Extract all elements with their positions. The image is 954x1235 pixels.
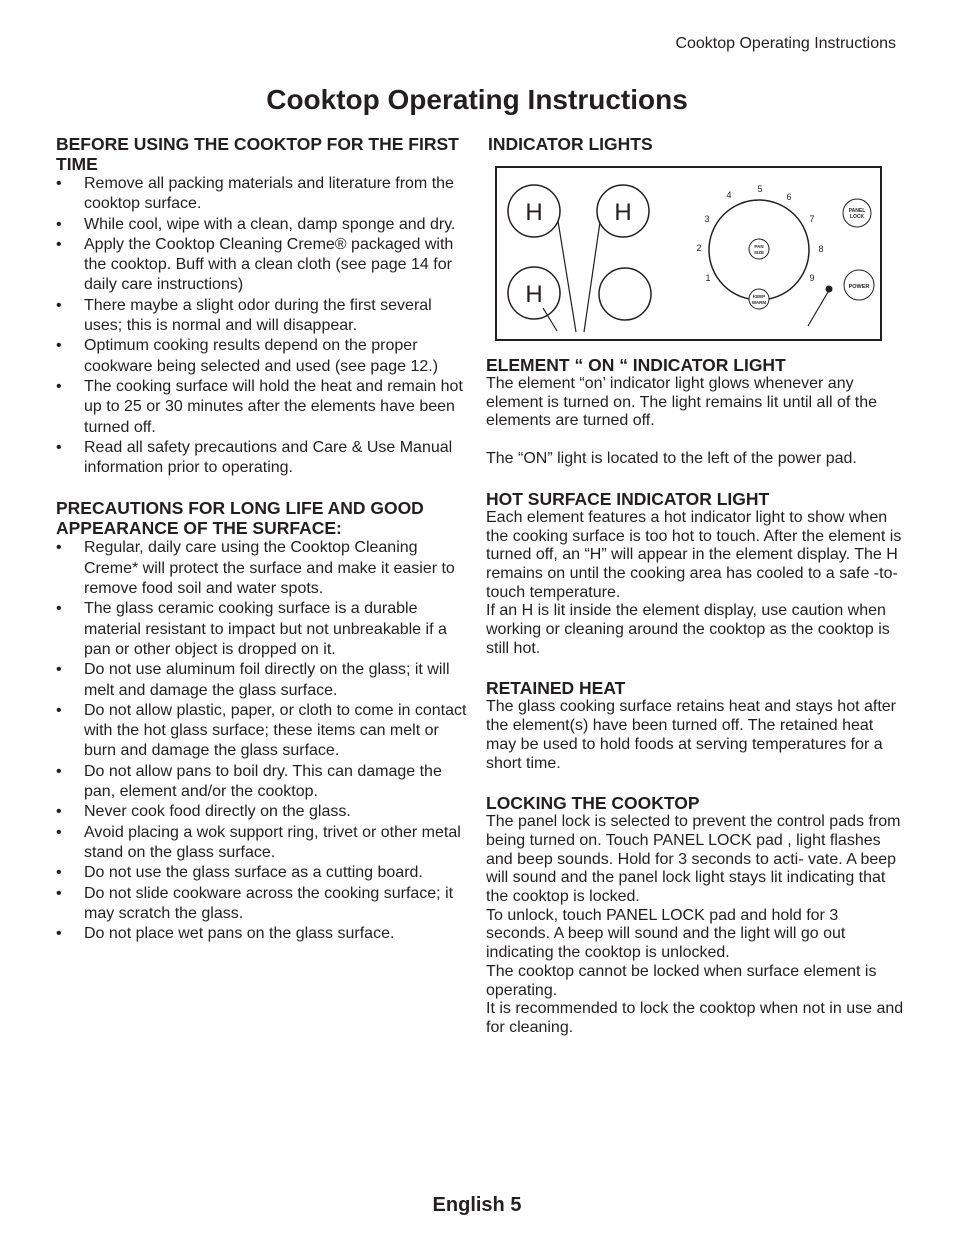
running-header: Cooktop Operating Instructions — [675, 35, 896, 52]
pointer-line — [543, 308, 557, 331]
paragraph: The glass cooking surface retains heat and stays hot after the element(s) have been turned off. The retained heat may be used to hold foods at serving temperatures for a short time. — [486, 698, 897, 772]
dial-number: 9 — [809, 273, 815, 283]
paragraph: The cooktop cannot be locked when surface element is operating. — [486, 962, 877, 999]
dial-number: 5 — [757, 184, 763, 194]
list-item: • Do not allow plastic, paper, or cloth to come in contact with the hot glass surface; these items can melt or burn and damage the glass surface. — [56, 701, 471, 762]
section-heading-element-on: ELEMENT “ ON “ INDICATOR LIGHT — [486, 355, 786, 375]
section-heading-indicator-lights: INDICATOR LIGHTS — [488, 134, 653, 154]
paragraph: Each element features a hot indicator light to show when the cooking surface is too hot to touch. After the element is turned off, an “H” will appear in the element display. The H remains on until the cooking area has cooled to a safe -to-touch temperature. — [486, 508, 902, 601]
list-item: • Remove all packing materials and literature from the cooktop surface. — [56, 174, 471, 215]
section-heading-locking: LOCKING THE COOKTOP — [486, 793, 700, 814]
pan-size-label: SIZE — [753, 250, 765, 255]
paragraph: If an H is lit inside the element display, use caution when working or cleaning around the cooktop as the cooktop is still hot. — [486, 602, 890, 657]
hot-indicator-h: H — [525, 281, 543, 308]
dial-number: 2 — [696, 243, 702, 253]
section-heading-precautions: PRECAUTIONS FOR LONG LIFE AND GOOD APPEARANCE OF THE SURFACE: — [56, 498, 424, 539]
element-on-light — [826, 286, 833, 293]
dial-number: 1 — [705, 273, 711, 283]
dial-number: 6 — [786, 192, 792, 202]
list-item: • Apply the Cooktop Cleaning Creme® packaged with the cooktop. Buff with a clean cloth (see page 14 for daily care instructions) — [56, 235, 471, 296]
element-display-off — [599, 268, 651, 320]
list-item: • The glass ceramic cooking surface is a durable material resistant to impact but not unbreakable if a pan or other object is dropped on it. — [56, 599, 471, 660]
paragraph: It is recommended to lock the cooktop when not in use and for cleaning. — [486, 1000, 904, 1036]
panel-lock-label: PANEL — [848, 208, 866, 214]
before-first-use-list — [56, 174, 471, 478]
keep-warm-pad — [749, 289, 769, 309]
power-label: POWER — [848, 284, 870, 290]
pan-size-pad — [749, 239, 769, 259]
hot-indicator-h: H — [614, 199, 632, 226]
list-item: • Do not use the glass surface as a cutting board. — [56, 863, 471, 883]
list-item: • Do not use aluminum foil directly on the glass; it will melt and damage the glass surface. — [56, 660, 471, 701]
dial-number: 4 — [726, 190, 732, 200]
pointer-line — [584, 222, 600, 332]
right-column — [486, 134, 906, 1038]
precautions-list — [56, 538, 471, 944]
section-heading-hot-surface: HOT SURFACE INDICATOR LIGHT — [486, 488, 770, 509]
list-item: • Avoid placing a wok support ring, trivet or other metal stand on the glass surface. — [56, 823, 471, 864]
list-item: • While cool, wipe with a clean, damp sponge and dry. — [56, 215, 471, 235]
left-column — [56, 134, 471, 944]
pointer-line — [558, 221, 576, 332]
paragraph: The panel lock is selected to prevent the control pads from being turned on. Touch PANEL LOCK pad , light flashes and beep sounds. Hold for 3 seconds to acti- vate. A beep will sound and the panel lock light stays lit indicating that the cooktop is locked. — [486, 813, 901, 906]
page-number: English 5 — [432, 1194, 522, 1216]
list-item: • Read all safety precautions and Care & Use Manual information prior to operating. — [56, 438, 471, 479]
list-item: • The cooking surface will hold the heat and remain hot up to 25 or 30 minutes after the elements have been turned off. — [56, 377, 471, 438]
hot-indicator-h: H — [525, 199, 543, 226]
paragraph: The element “on’ indicator light glows whenever any element is turned on. The light remains lit until all of the elements are turned off. — [486, 375, 878, 430]
paragraph: To unlock, touch PANEL LOCK pad and hold for 3 seconds. A beep will sound and the light will go out indicating the cooktop is unlocked. — [486, 906, 846, 962]
dial-number: 8 — [818, 244, 824, 254]
list-item: • Optimum cooking results depend on the proper cookware being selected and used (see page 12.) — [56, 336, 471, 377]
section-heading-retained-heat: RETAINED HEAT — [486, 678, 626, 699]
cooktop-control-diagram — [495, 166, 882, 341]
list-item: • Regular, daily care using the Cooktop Cleaning Creme* will protect the surface and make it easier to remove food soil and water spots. — [56, 538, 471, 599]
keep-warm-label: WARM — [751, 300, 767, 305]
list-item: • There maybe a slight odor during the first several uses; this is normal and will disappear. — [56, 296, 471, 337]
dial-number: 3 — [704, 214, 710, 224]
list-item: • Never cook food directly on the glass. — [56, 802, 471, 822]
section-heading-before-first-use: BEFORE USING THE COOKTOP FOR THE FIRST TIME — [56, 134, 459, 174]
pointer-line — [808, 292, 828, 326]
list-item: • Do not place wet pans on the glass surface. — [56, 924, 471, 944]
dial-number: 7 — [809, 214, 815, 224]
list-item: • Do not slide cookware across the cooking surface; it may scratch the glass. — [56, 884, 471, 925]
keep-warm-label: KEEP — [752, 294, 766, 299]
page-title: Cooktop Operating Instructions — [266, 84, 688, 115]
paragraph: The “ON” light is located to the left of the power pad. — [486, 450, 857, 468]
pan-size-label: PAN — [754, 244, 764, 249]
list-item: • Do not allow pans to boil dry. This can damage the pan, element and/or the cooktop. — [56, 762, 471, 803]
panel-lock-label: LOCK — [849, 214, 865, 220]
